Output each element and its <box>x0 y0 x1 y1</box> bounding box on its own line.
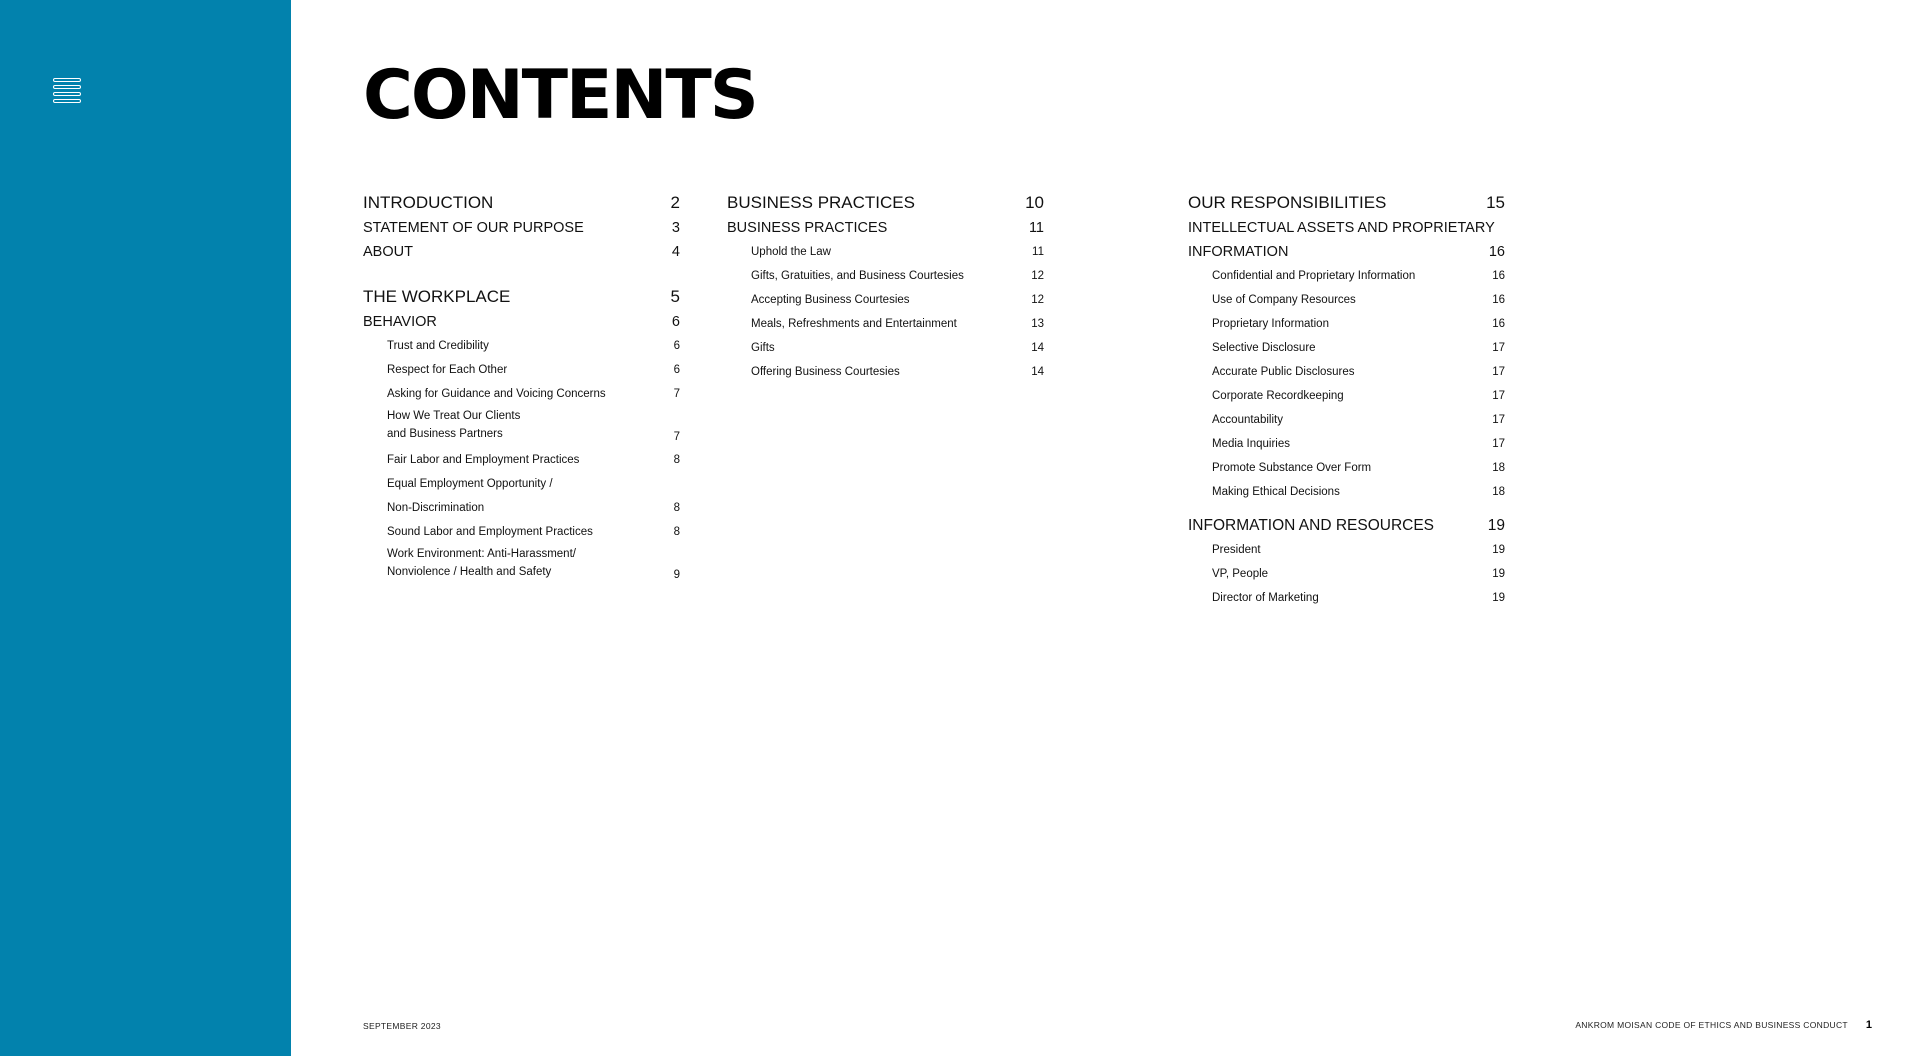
toc-entry-label: THE WORKPLACE <box>363 287 511 306</box>
toc-entry-gifts[interactable] <box>727 336 1044 360</box>
toc-entry-page: 3 <box>671 220 680 236</box>
toc-entry-label: Respect for Each Other <box>387 364 508 376</box>
toc-entry-guidance-concerns[interactable] <box>363 382 680 406</box>
toc-column-workplace <box>363 190 680 586</box>
footer-date: SEPTEMBER 2023 <box>363 1021 441 1031</box>
toc-entry-accountability[interactable] <box>1188 408 1505 432</box>
toc-entry-label: President <box>1212 544 1261 556</box>
toc-entry-business-practices[interactable] <box>727 216 1044 240</box>
toc-entry-page: 8 <box>673 526 680 538</box>
toc-entry-page: 6 <box>673 364 680 376</box>
page-title: CONTENTS <box>363 56 757 135</box>
toc-entry-page: 10 <box>1025 193 1044 212</box>
toc-entry-label: INFORMATION <box>1188 244 1289 260</box>
toc-entry-label: Non-Discrimination <box>387 502 485 514</box>
toc-entry-label: Gifts, Gratuities, and Business Courtesies <box>751 270 964 282</box>
toc-entry-page: 9 <box>673 569 680 581</box>
toc-entry-page: 17 <box>1492 414 1505 426</box>
toc-entry-label: Uphold the Law <box>751 246 831 258</box>
toc-entry-work-environment[interactable] <box>363 544 680 586</box>
toc-entry-label: Accepting Business Courtesies <box>751 294 910 306</box>
toc-entry-label: Accurate Public Disclosures <box>1212 366 1355 378</box>
toc-entry-page: 18 <box>1492 486 1505 498</box>
toc-entry-page: 19 <box>1492 544 1505 556</box>
toc-entry-respect[interactable] <box>363 358 680 382</box>
toc-entry-label: Director of Marketing <box>1212 592 1319 604</box>
toc-entry-page: 19 <box>1492 568 1505 580</box>
toc-entry-label: Making Ethical Decisions <box>1212 486 1340 498</box>
toc-entry-label: Use of Company Resources <box>1212 294 1356 306</box>
toc-entry-proprietary-info[interactable] <box>1188 312 1505 336</box>
toc-entry-label: BUSINESS PRACTICES <box>727 193 915 212</box>
toc-entry-label: Promote Substance Over Form <box>1212 462 1372 474</box>
toc-entry-label: VP, People <box>1212 568 1269 580</box>
toc-entry-recordkeeping[interactable] <box>1188 384 1505 408</box>
toc-entry-sound-labor[interactable] <box>363 520 680 544</box>
toc-entry-selective-disclosure[interactable] <box>1188 336 1505 360</box>
toc-entry-vp-people[interactable] <box>1188 562 1505 586</box>
toc-entry-page: 11 <box>1032 246 1044 258</box>
toc-entry-label: Meals, Refreshments and Entertainment <box>751 318 957 330</box>
toc-entry-label: Fair Labor and Employment Practices <box>387 454 580 466</box>
toc-entry-page: 19 <box>1492 592 1505 604</box>
toc-entry-label: Work Environment: Anti-Harassment/ Nonviolence / Health and Safety <box>387 548 576 578</box>
toc-entry-ethical-decisions[interactable] <box>1188 480 1505 504</box>
toc-entry-page: 14 <box>1031 366 1044 378</box>
toc-entry-page: 5 <box>670 287 680 306</box>
toc-entry-page: 12 <box>1031 294 1044 306</box>
toc-entry-page: 19 <box>1487 517 1505 534</box>
toc-entry-page: 14 <box>1031 342 1044 354</box>
toc-entry-label: Media Inquiries <box>1212 438 1290 450</box>
toc-entry-accepting-courtesies[interactable] <box>727 288 1044 312</box>
toc-entry-statement-of-purpose[interactable] <box>363 216 680 240</box>
toc-entry-page: 18 <box>1492 462 1505 474</box>
toc-entry-page: 15 <box>1486 193 1505 212</box>
toc-entry-page: 17 <box>1492 342 1505 354</box>
toc-entry-non-discrimination[interactable] <box>363 496 680 520</box>
toc-entry-label: INTRODUCTION <box>363 193 494 212</box>
toc-entry-label: Sound Labor and Employment Practices <box>387 526 593 538</box>
toc-entry-intellectual-assets[interactable] <box>1188 216 1505 240</box>
toc-entry-page: 17 <box>1492 390 1505 402</box>
toc-column-responsibilities <box>1188 190 1505 610</box>
toc-entry-label: BUSINESS PRACTICES <box>727 220 888 236</box>
toc-entry-label: STATEMENT OF OUR PURPOSE <box>363 220 584 236</box>
toc-entry-page: 6 <box>673 340 680 352</box>
toc-entry-fair-labor[interactable] <box>363 448 680 472</box>
toc-entry-offering-courtesies[interactable] <box>727 360 1044 384</box>
toc-entry-label: BEHAVIOR <box>363 314 437 330</box>
toc-entry-page: 12 <box>1031 270 1044 282</box>
footer-right <box>1575 1019 1872 1031</box>
toc-entry-gifts-gratuities[interactable] <box>727 264 1044 288</box>
toc-entry-label: How We Treat Our Clients and Business Partners <box>387 410 521 440</box>
toc-entry-label: Trust and Credibility <box>387 340 489 352</box>
menu-icon[interactable] <box>53 78 81 104</box>
toc-entry-label: Confidential and Proprietary Information <box>1212 270 1416 282</box>
toc-entry-label: OUR RESPONSIBILITIES <box>1188 193 1387 212</box>
sidebar <box>0 0 291 1056</box>
toc-entry-information[interactable] <box>1188 240 1505 264</box>
toc-entry-label: Accountability <box>1212 414 1283 426</box>
toc-entry-page: 7 <box>673 431 680 443</box>
toc-entry-trust-credibility[interactable] <box>363 334 680 358</box>
toc-column-business-practices <box>727 190 1044 384</box>
toc-entry-page: 6 <box>671 314 680 330</box>
toc-entry-label: Selective Disclosure <box>1212 342 1316 354</box>
toc-entry-uphold-law[interactable] <box>727 240 1044 264</box>
toc-entry-label: Equal Employment Opportunity / <box>387 478 553 490</box>
toc-entry-label: ABOUT <box>363 244 413 260</box>
toc-entry-label: Gifts <box>751 342 775 354</box>
toc-entry-page: 16 <box>1492 270 1505 282</box>
toc-entry-the-workplace[interactable] <box>363 284 680 310</box>
toc-entry-page: 2 <box>670 193 680 212</box>
toc-entry-substance-over-form[interactable] <box>1188 456 1505 480</box>
toc-entry-label: Proprietary Information <box>1212 318 1329 330</box>
toc-entry-business-practices-section[interactable] <box>727 190 1044 216</box>
toc-entry-page: 11 <box>1028 220 1044 236</box>
toc-entry-page: 7 <box>673 388 680 400</box>
toc-entry-page: 13 <box>1031 318 1044 330</box>
toc-entry-page: 17 <box>1492 438 1505 450</box>
toc-entry-page: 8 <box>673 502 680 514</box>
toc-entry-confidential-info[interactable] <box>1188 264 1505 288</box>
toc-entry-company-resources[interactable] <box>1188 288 1505 312</box>
toc-entry-page: 8 <box>673 454 680 466</box>
toc-entry-public-disclosures[interactable] <box>1188 360 1505 384</box>
toc-entry-our-responsibilities[interactable] <box>1188 190 1505 216</box>
toc-entry-information-resources[interactable] <box>1188 514 1505 538</box>
toc-entry-label: INFORMATION AND RESOURCES <box>1188 517 1435 534</box>
toc-entry-page: 16 <box>1492 318 1505 330</box>
page-number: 1 <box>1865 1019 1872 1031</box>
toc-entry-label: Offering Business Courtesies <box>751 366 900 378</box>
toc-entry-behavior[interactable] <box>363 310 680 334</box>
toc-entry-meals-entertainment[interactable] <box>727 312 1044 336</box>
toc-entry-introduction[interactable] <box>363 190 680 216</box>
toc-entry-media-inquiries[interactable] <box>1188 432 1505 456</box>
toc-entry-president[interactable] <box>1188 538 1505 562</box>
toc-entry-page: 4 <box>671 244 680 260</box>
toc-entry-clients-partners[interactable] <box>363 406 680 448</box>
toc-entry-equal-employment[interactable] <box>363 472 680 496</box>
toc-entry-label: INTELLECTUAL ASSETS AND PROPRIETARY <box>1188 220 1495 236</box>
toc-entry-label: Asking for Guidance and Voicing Concerns <box>387 388 606 400</box>
toc-entry-label: Corporate Recordkeeping <box>1212 390 1344 402</box>
toc-entry-page: 17 <box>1492 366 1505 378</box>
toc-entry-director-marketing[interactable] <box>1188 586 1505 610</box>
footer-document-title: ANKROM MOISAN CODE OF ETHICS AND BUSINESS CONDUCT <box>1575 1020 1848 1030</box>
toc-entry-page: 16 <box>1492 294 1505 306</box>
toc-entry-page: 16 <box>1488 244 1505 260</box>
toc-entry-about[interactable] <box>363 240 680 264</box>
